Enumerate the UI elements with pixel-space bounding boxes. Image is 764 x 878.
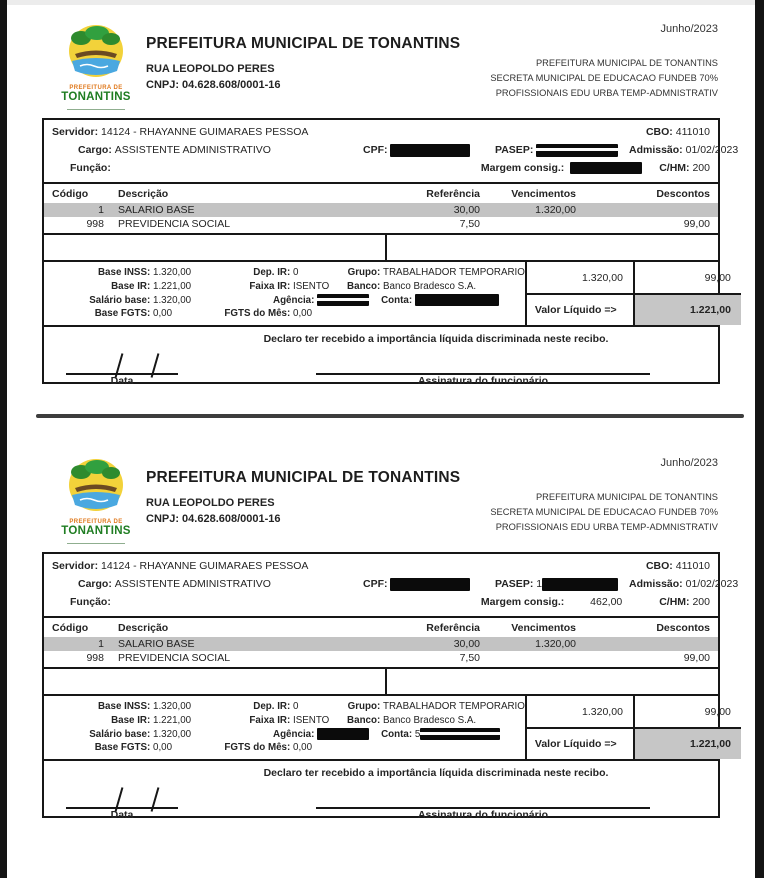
cell-descricao: SALARIO BASE xyxy=(118,204,195,216)
org-line-1: PREFEITURA MUNICIPAL DE TONANTINS xyxy=(535,492,718,502)
total-descontos-value: 99,00 xyxy=(635,696,741,729)
totals-descontos-column xyxy=(635,696,741,759)
admissao-value: 01/02/2023 xyxy=(685,578,739,590)
col-header-codigo: Código xyxy=(52,622,89,634)
chm-value: 200 xyxy=(692,162,710,174)
table-row xyxy=(44,651,718,665)
payslip-copy-1 xyxy=(42,22,739,388)
prefecture-logo xyxy=(54,458,138,544)
funcao-label: Função: xyxy=(70,596,111,608)
employee-box xyxy=(42,552,739,618)
employee-row-servidor xyxy=(52,123,710,141)
admissao-label: Admissão: xyxy=(629,578,683,590)
cell-descontos: 99,00 xyxy=(683,218,710,230)
margem-label: Margem consig.: xyxy=(480,162,565,174)
dep-ir-value: 0 xyxy=(293,701,299,712)
salario-base-label: Salário base: xyxy=(89,728,151,740)
title-block xyxy=(146,35,460,91)
table-row xyxy=(44,217,718,231)
faixa-ir-label: Faixa IR: xyxy=(249,714,291,726)
employee-row-funcao xyxy=(52,593,710,611)
valor-liquido-label: Valor Líquido => xyxy=(527,295,635,325)
prefecture-title: PREFEITURA MUNICIPAL DE TONANTINS xyxy=(146,469,461,486)
cell-vencimentos: 1.320,00 xyxy=(535,204,576,216)
col-header-vencimentos: Vencimentos xyxy=(511,622,576,634)
column-divider-line xyxy=(385,235,387,260)
servidor-value: 14124 - RHAYANNE GUIMARAES PESSOA xyxy=(101,126,309,138)
conta-label: Conta: xyxy=(381,728,413,740)
bases-left-panel xyxy=(44,262,527,325)
bases-summary-box xyxy=(42,260,731,327)
cell-descontos: 99,00 xyxy=(683,652,710,664)
scan-left-edge xyxy=(0,0,7,878)
banco-value: Banco Bradesco S.A. xyxy=(383,280,477,292)
cell-descricao: PREVIDENCIA SOCIAL xyxy=(118,218,231,230)
cell-codigo: 1 xyxy=(98,204,104,216)
empty-items-area xyxy=(42,667,720,696)
employee-row-cargo xyxy=(52,141,739,159)
cell-codigo: 998 xyxy=(86,218,104,230)
cell-referencia: 7,50 xyxy=(459,652,480,664)
logo-name: TONANTINS xyxy=(61,525,131,537)
date-label: Data xyxy=(110,809,134,822)
cbo-value: 411010 xyxy=(675,126,710,138)
cnpj-line: CNPJ: 04.628.608/0001-16 xyxy=(146,513,281,525)
banco-value: Banco Bradesco S.A. xyxy=(383,714,477,726)
fgts-mes-label: FGTS do Mês: xyxy=(224,308,291,320)
col-header-descontos: Descontos xyxy=(656,622,710,634)
cell-referencia: 7,50 xyxy=(459,218,480,230)
scan-right-edge xyxy=(755,0,764,878)
totals-descontos-column xyxy=(635,262,741,325)
cell-referencia: 30,00 xyxy=(453,638,480,650)
cnpj-line: CNPJ: 04.628.608/0001-16 xyxy=(146,79,281,91)
conta-label: Conta: xyxy=(381,294,413,306)
cell-descricao: SALARIO BASE xyxy=(118,638,195,650)
table-row xyxy=(44,203,718,217)
base-ir-value: 1.221,00 xyxy=(153,280,192,292)
base-ir-label: Base IR: xyxy=(111,280,151,292)
salario-base-label: Salário base: xyxy=(89,294,151,306)
faixa-ir-value: ISENTO xyxy=(293,280,330,292)
agencia-redaction-bar xyxy=(317,294,369,306)
servidor-value: 14124 - RHAYANNE GUIMARAES PESSOA xyxy=(101,560,309,572)
base-inss-value: 1.320,00 xyxy=(153,267,192,278)
earnings-table xyxy=(42,616,720,669)
logo-emblem-icon xyxy=(59,24,133,80)
col-header-descontos: Descontos xyxy=(656,188,710,200)
base-fgts-value: 0,00 xyxy=(153,308,173,320)
signature-label: Assinatura do funcionário xyxy=(417,375,549,388)
cargo-label: Cargo: xyxy=(78,578,112,590)
cpf-label: CPF: xyxy=(363,578,388,590)
col-header-vencimentos: Vencimentos xyxy=(511,188,576,200)
employee-row-funcao xyxy=(52,159,710,177)
signature-area xyxy=(44,779,718,821)
logo-subtitle: PREFEITURA DE xyxy=(69,519,123,525)
employee-row-servidor xyxy=(52,557,710,575)
base-inss-value: 1.320,00 xyxy=(153,701,192,712)
logo-emblem-icon xyxy=(59,458,133,514)
valor-liquido-value: 1.221,00 xyxy=(635,295,741,325)
col-header-descricao: Descrição xyxy=(118,188,169,200)
totals-vencimentos-column xyxy=(527,262,635,325)
servidor-label: Servidor: xyxy=(52,560,99,572)
cell-vencimentos: 1.320,00 xyxy=(535,638,576,650)
address-line: RUA LEOPOLDO PERES xyxy=(146,63,275,75)
date-label: Data xyxy=(110,375,134,388)
fgts-mes-value: 0,00 xyxy=(293,308,313,320)
declaration-text: Declaro ter recebido a importância líquida discriminada neste recibo. xyxy=(263,767,609,780)
pasep-redaction-bar xyxy=(536,144,618,157)
margem-redaction-bar xyxy=(570,162,642,174)
grupo-label: Grupo: xyxy=(347,701,381,712)
cargo-value: ASSISTENTE ADMINISTRATIVO xyxy=(114,144,271,156)
cpf-redaction-bar xyxy=(390,144,470,157)
bases-summary-box xyxy=(42,694,731,761)
chm-label: C/HM: xyxy=(659,162,690,174)
payslip-copy-2 xyxy=(42,456,739,822)
scan-top-strip xyxy=(7,0,755,5)
base-fgts-label: Base FGTS: xyxy=(94,742,151,754)
fgts-mes-value: 0,00 xyxy=(293,742,313,754)
salario-base-value: 1.320,00 xyxy=(153,728,192,740)
base-ir-value: 1.221,00 xyxy=(153,714,192,726)
employee-row-cargo xyxy=(52,575,739,593)
base-fgts-label: Base FGTS: xyxy=(94,308,151,320)
total-vencimentos-value: 1.320,00 xyxy=(527,262,635,295)
cell-codigo: 998 xyxy=(86,652,104,664)
earnings-table-header xyxy=(44,618,718,637)
col-header-referencia: Referência xyxy=(426,188,480,200)
faixa-ir-value: ISENTO xyxy=(293,714,330,726)
agencia-label: Agência: xyxy=(273,728,315,740)
payslip-header xyxy=(42,456,720,552)
employee-box xyxy=(42,118,739,184)
period-text: Junho/2023 xyxy=(660,457,718,469)
valor-liquido-value: 1.221,00 xyxy=(635,729,741,759)
base-inss-label: Base INSS: xyxy=(97,701,151,712)
salario-base-value: 1.320,00 xyxy=(153,294,192,306)
table-row xyxy=(44,637,718,651)
bases-left-panel xyxy=(44,696,527,759)
signature-label: Assinatura do funcionário xyxy=(417,809,549,822)
declaration-text: Declaro ter recebido a importância líquida discriminada neste recibo. xyxy=(263,333,609,346)
dep-ir-label: Dep. IR: xyxy=(253,701,291,712)
banco-label: Banco: xyxy=(347,714,381,726)
admissao-label: Admissão: xyxy=(629,144,683,156)
dep-ir-label: Dep. IR: xyxy=(253,267,291,278)
conta-prefix: 5 xyxy=(414,728,421,740)
org-line-3: PROFISSIONAIS EDU URBA TEMP-ADMNISTRATIV xyxy=(495,522,718,532)
chm-label: C/HM: xyxy=(659,596,690,608)
cbo-label: CBO: xyxy=(645,560,673,572)
payslip-header xyxy=(42,22,720,118)
cargo-value: ASSISTENTE ADMINISTRATIVO xyxy=(114,578,271,590)
cpf-label: CPF: xyxy=(363,144,388,156)
cell-descricao: PREVIDENCIA SOCIAL xyxy=(118,652,231,664)
total-descontos-value: 99,00 xyxy=(635,262,741,295)
col-header-codigo: Código xyxy=(52,188,89,200)
valor-liquido-label: Valor Líquido => xyxy=(527,729,635,759)
logo-motto-squiggle xyxy=(67,540,125,544)
prefecture-logo xyxy=(54,24,138,110)
earnings-table xyxy=(42,182,720,235)
page-separator xyxy=(36,414,744,418)
declaration-box xyxy=(42,759,720,822)
signature-area xyxy=(44,345,718,387)
prefecture-title: PREFEITURA MUNICIPAL DE TONANTINS xyxy=(146,35,461,52)
header-right-block xyxy=(490,457,718,535)
logo-subtitle: PREFEITURA DE xyxy=(69,85,123,91)
address-line: RUA LEOPOLDO PERES xyxy=(146,497,275,509)
logo-motto-squiggle xyxy=(67,106,125,110)
cbo-value: 411010 xyxy=(675,560,710,572)
cpf-redaction-bar xyxy=(390,578,470,591)
cell-referencia: 30,00 xyxy=(453,204,480,216)
margem-label: Margem consig.: xyxy=(480,596,565,608)
agencia-redaction-bar xyxy=(317,728,369,740)
faixa-ir-label: Faixa IR: xyxy=(249,280,291,292)
pasep-label: PASEP: xyxy=(495,144,534,156)
period-text: Junho/2023 xyxy=(660,23,718,35)
chm-value: 200 xyxy=(692,596,710,608)
funcao-label: Função: xyxy=(70,162,111,174)
org-line-1: PREFEITURA MUNICIPAL DE TONANTINS xyxy=(535,58,718,68)
total-vencimentos-value: 1.320,00 xyxy=(527,696,635,729)
org-line-3: PROFISSIONAIS EDU URBA TEMP-ADMNISTRATIV xyxy=(495,88,718,98)
dep-ir-value: 0 xyxy=(293,267,299,278)
cbo-label: CBO: xyxy=(645,126,673,138)
title-block xyxy=(146,469,460,525)
servidor-label: Servidor: xyxy=(52,126,99,138)
logo-name: TONANTINS xyxy=(61,91,131,103)
cell-codigo: 1 xyxy=(98,638,104,650)
header-right-block xyxy=(490,23,718,101)
pasep-label: PASEP: xyxy=(495,578,534,590)
base-inss-label: Base INSS: xyxy=(97,267,151,278)
pasep-redaction-bar xyxy=(542,578,618,591)
col-header-descricao: Descrição xyxy=(118,622,169,634)
conta-redaction-bar xyxy=(420,728,500,740)
agencia-label: Agência: xyxy=(273,294,315,306)
fgts-mes-label: FGTS do Mês: xyxy=(224,742,291,754)
grupo-value: TRABALHADOR TEMPORARIO xyxy=(383,701,525,712)
grupo-value: TRABALHADOR TEMPORARIO xyxy=(383,267,525,278)
col-header-referencia: Referência xyxy=(426,622,480,634)
base-fgts-value: 0,00 xyxy=(153,742,173,754)
earnings-table-header xyxy=(44,184,718,203)
margem-value: 462,00 xyxy=(590,596,623,608)
declaration-box xyxy=(42,325,720,388)
conta-redaction-bar xyxy=(415,294,499,306)
cargo-label: Cargo: xyxy=(78,144,112,156)
pasep-prefix: 1 xyxy=(536,578,543,590)
base-ir-label: Base IR: xyxy=(111,714,151,726)
grupo-label: Grupo: xyxy=(347,267,381,278)
org-line-2: SECRETA MUNICIPAL DE EDUCACAO FUNDEB 70% xyxy=(490,73,718,83)
totals-vencimentos-column xyxy=(527,696,635,759)
org-line-2: SECRETA MUNICIPAL DE EDUCACAO FUNDEB 70% xyxy=(490,507,718,517)
column-divider-line xyxy=(385,669,387,694)
banco-label: Banco: xyxy=(347,280,381,292)
empty-items-area xyxy=(42,233,720,262)
admissao-value: 01/02/2023 xyxy=(685,144,739,156)
